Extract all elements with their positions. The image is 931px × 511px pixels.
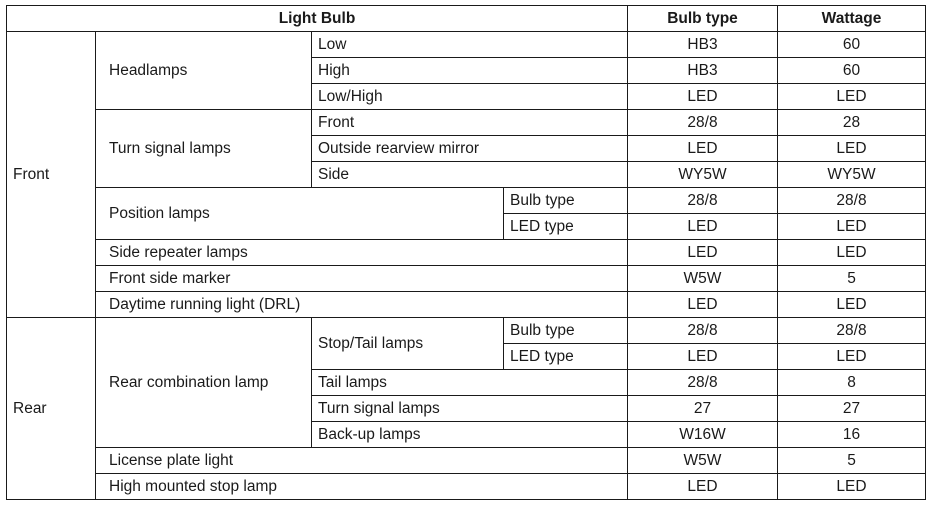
wattage-cell: 60: [778, 32, 926, 58]
header-row: [7, 6, 926, 32]
table-row: [7, 474, 926, 500]
row-item: Low/High: [312, 84, 628, 110]
bulb-type-cell: LED: [628, 84, 778, 110]
row-item: Bulb type: [504, 188, 628, 214]
bulb-type-cell: HB3: [628, 32, 778, 58]
wattage-cell: LED: [778, 292, 926, 318]
table-row: [7, 32, 926, 58]
bulb-type-cell: WY5W: [628, 162, 778, 188]
wattage-cell: 27: [778, 396, 926, 422]
header-light-bulb: Light Bulb: [7, 6, 628, 32]
wattage-cell: WY5W: [778, 162, 926, 188]
row-item: Bulb type: [504, 318, 628, 344]
row-item: Side: [312, 162, 628, 188]
bulb-type-cell: W16W: [628, 422, 778, 448]
wattage-cell: 28: [778, 110, 926, 136]
bulb-spec-table: [6, 5, 926, 500]
table-row: [7, 110, 926, 136]
position-label: Position lamps: [96, 188, 504, 240]
wattage-cell: LED: [778, 240, 926, 266]
table-row: [7, 188, 926, 214]
header-wattage: Wattage: [778, 6, 926, 32]
row-item: Tail lamps: [312, 370, 628, 396]
bulb-type-cell: LED: [628, 240, 778, 266]
license-label: License plate light: [96, 448, 628, 474]
bulb-type-cell: LED: [628, 474, 778, 500]
wattage-cell: 28/8: [778, 318, 926, 344]
wattage-cell: LED: [778, 136, 926, 162]
row-item: Outside rearview mirror: [312, 136, 628, 162]
bulb-type-cell: 27: [628, 396, 778, 422]
drl-label: Daytime running light (DRL): [96, 292, 628, 318]
row-item: Back-up lamps: [312, 422, 628, 448]
row-item: Turn signal lamps: [312, 396, 628, 422]
side-repeater-label: Side repeater lamps: [96, 240, 628, 266]
stop-tail-label: Stop/Tail lamps: [312, 318, 504, 370]
headlamps-label: Headlamps: [96, 32, 312, 110]
row-item: LED type: [504, 344, 628, 370]
bulb-type-cell: LED: [628, 292, 778, 318]
wattage-cell: LED: [778, 84, 926, 110]
bulb-type-cell: LED: [628, 344, 778, 370]
wattage-cell: 16: [778, 422, 926, 448]
table-row: [7, 448, 926, 474]
wattage-cell: 5: [778, 266, 926, 292]
bulb-type-cell: 28/8: [628, 370, 778, 396]
bulb-type-cell: 28/8: [628, 110, 778, 136]
wattage-cell: LED: [778, 214, 926, 240]
bulb-type-cell: W5W: [628, 448, 778, 474]
row-item: High: [312, 58, 628, 84]
table-row: [7, 266, 926, 292]
bulb-type-cell: 28/8: [628, 318, 778, 344]
combination-label: Rear combination lamp: [96, 318, 312, 448]
group-front: Front: [7, 32, 96, 318]
wattage-cell: LED: [778, 344, 926, 370]
turn-signal-label: Turn signal lamps: [96, 110, 312, 188]
wattage-cell: 28/8: [778, 188, 926, 214]
wattage-cell: LED: [778, 474, 926, 500]
wattage-cell: 8: [778, 370, 926, 396]
bulb-type-cell: 28/8: [628, 188, 778, 214]
group-rear: Rear: [7, 318, 96, 500]
table-row: [7, 292, 926, 318]
wattage-cell: 5: [778, 448, 926, 474]
bulb-type-cell: HB3: [628, 58, 778, 84]
row-item: LED type: [504, 214, 628, 240]
high-stop-label: High mounted stop lamp: [96, 474, 628, 500]
bulb-type-cell: W5W: [628, 266, 778, 292]
table-row: [7, 318, 926, 344]
table-row: [7, 240, 926, 266]
row-item: Front: [312, 110, 628, 136]
row-item: Low: [312, 32, 628, 58]
header-bulb-type: Bulb type: [628, 6, 778, 32]
side-marker-label: Front side marker: [96, 266, 628, 292]
wattage-cell: 60: [778, 58, 926, 84]
bulb-type-cell: LED: [628, 136, 778, 162]
bulb-type-cell: LED: [628, 214, 778, 240]
